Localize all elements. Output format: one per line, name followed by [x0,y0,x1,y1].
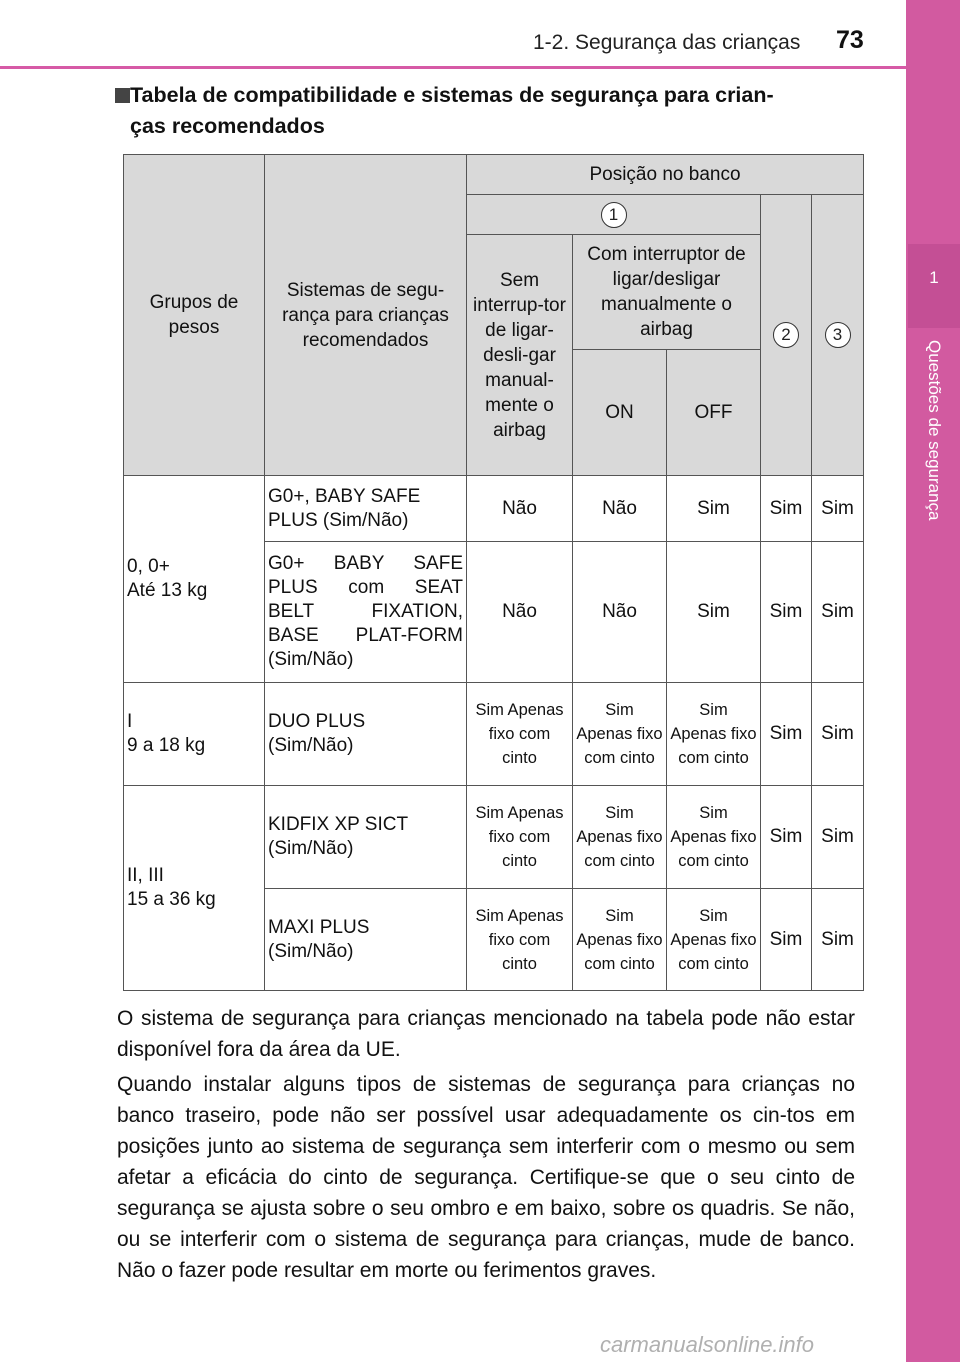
weight-group-cell: I 9 a 18 kg [124,683,265,786]
value-cell: Sim [812,683,864,786]
section-title: 1-2. Segurança das crianças [533,31,801,54]
value-cell: Sim Apenas fixo com cinto [467,683,573,786]
value-cell: Sim [761,476,812,542]
system-cell: DUO PLUS (Sim/Não) [265,683,467,786]
header-position-2 [761,195,812,476]
header-with-switch: Com interruptor de ligar/desligar manualmente o airbag [573,235,761,350]
header-weight-groups: Grupos de pesos [124,155,265,476]
table-row [124,683,864,786]
value-cell: Sim [812,476,864,542]
value-cell: Sim Apenas fixo com cinto [667,786,761,889]
value-cell: Sim Apenas fixo com cinto [573,683,667,786]
system-cell: MAXI PLUS (Sim/Não) [265,889,467,991]
compatibility-table [123,154,864,991]
header-systems: Sistemas de segu-rança para crianças recomendados [265,155,467,476]
weight-group-cell: 0, 0+ Até 13 kg [124,476,265,683]
system-cell: G0+ BABY SAFE PLUS com SEAT BELT FIXATION, BASE PLAT-FORM (Sim/Não) [265,542,467,683]
header-position-3 [812,195,864,476]
value-cell: Sim Apenas fixo com cinto [573,786,667,889]
chapter-number: 1 [929,268,939,287]
position-1-badge: 1 [601,202,627,228]
value-cell: Sim Apenas fixo com cinto [573,889,667,991]
value-cell: Sim [812,786,864,889]
header-divider [0,66,906,69]
value-cell: Sim [812,542,864,683]
system-cell: KIDFIX XP SICT (Sim/Não) [265,786,467,889]
page-number: 73 [836,26,864,54]
system-cell: G0+, BABY SAFE PLUS (Sim/Não) [265,476,467,542]
chapter-sidebar [906,0,960,1362]
instruction-paragraph: Quando instalar alguns tipos de sistemas de segurança para crianças no banco traseiro, pode não ser possível usar adequadamente os cin-tos em posições junto ao sistema de segurança sem interferir com o mesmo ou sem afetar a eficácia do cinto de segurança. Certifique-se que o seu cinto de segurança se ajusta sobre o seu ombro e em baixo, sobre os quadris. Se não, ou se interferir com o sistema de segurança para crianças, mude de banco. Não o fazer pode resultar em morte ou ferimentos graves. [117,1073,855,1282]
value-cell: Sim [761,683,812,786]
value-cell: Sim [812,889,864,991]
table-row [124,476,864,542]
table-row [124,786,864,889]
value-cell: Sim [761,889,812,991]
header-position-1 [467,195,761,235]
section-heading [115,80,860,142]
weight-group-cell: II, III 15 a 36 kg [124,786,265,991]
value-cell: Sim [667,542,761,683]
header-on: ON [573,350,667,476]
header-seat-position: Posição no banco [467,155,864,195]
value-cell: Sim [667,476,761,542]
chapter-title: Questões de segurança [925,340,944,521]
value-cell: Sim [761,786,812,889]
heading-line-2: ças recomendados [130,114,325,138]
value-cell: Sim Apenas fixo com cinto [467,786,573,889]
value-cell: Sim Apenas fixo com cinto [667,683,761,786]
position-3-badge: 3 [825,322,851,348]
header-no-switch: Sem interrup-tor de ligar-desli-gar manual-mente o airbag [467,235,573,476]
value-cell: Não [573,476,667,542]
footer-watermark: carmanualsonline.info [600,1332,815,1357]
value-cell: Não [573,542,667,683]
square-bullet-icon [115,88,130,103]
header-off: OFF [667,350,761,476]
note-paragraph: O sistema de segurança para crianças mencionado na tabela pode não estar disponível fora da área da UE. [117,1007,855,1061]
value-cell: Sim [761,542,812,683]
value-cell: Sim Apenas fixo com cinto [467,889,573,991]
value-cell: Sim Apenas fixo com cinto [667,889,761,991]
heading-line-1: Tabela de compatibilidade e sistemas de segurança para crian- [130,83,774,107]
value-cell: Não [467,542,573,683]
position-2-badge: 2 [773,322,799,348]
value-cell: Não [467,476,573,542]
